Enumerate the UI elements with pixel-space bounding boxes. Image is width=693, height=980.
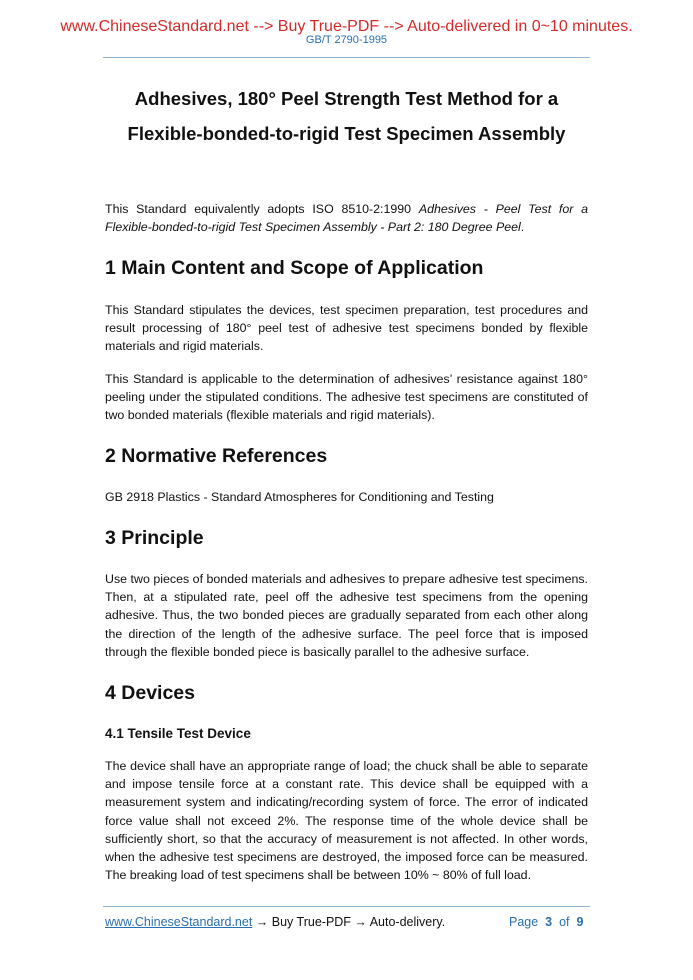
promo-banner: www.ChineseStandard.net --> Buy True-PDF --> Auto-delivered in 0~10 minutes. bbox=[60, 18, 633, 35]
section-4-1-heading: 4.1 Tensile Test Device bbox=[105, 726, 251, 741]
section-3-heading: 3 Principle bbox=[105, 527, 204, 549]
section-2-paragraph: GB 2918 Plastics - Standard Atmospheres for Conditioning and Testing bbox=[105, 490, 494, 504]
section-3-paragraph: Use two pieces of bonded materials and adhesives to prepare adhesive test specimens. Then, at a stipulated rate, peel off the adhesive test specimens from the opening adhesive. Thus, the two bonded pieces are gradually separated from each other along the direction of the length of the adhesive surface. The peel force that is imposed through the flexible bonded piece is basically parallel to the adhesive surface. bbox=[105, 572, 588, 659]
section-2-heading: 2 Normative References bbox=[105, 445, 328, 467]
section-1-paragraph-2: This Standard is applicable to the determination of adhesives’ resistance against 180° peeling under the stipulated conditions. The adhesive test specimens are constituted of two bonded materials (flexible materials and rigid materials). bbox=[105, 372, 588, 423]
footer-divider bbox=[103, 906, 590, 907]
doc-title-line2: Flexible-bonded-to-rigid Test Specimen Assembly bbox=[127, 123, 566, 144]
standard-number: GB/T 2790-1995 bbox=[305, 34, 388, 46]
doc-title-line1: Adhesives, 180° Peel Strength Test Method for a bbox=[134, 88, 559, 109]
footer-text: www.ChineseStandard.net → Buy True-PDF → Auto-delivery. bbox=[105, 915, 446, 929]
page-indicator: Page 3 of 9 bbox=[509, 915, 584, 929]
footer-link[interactable]: www.ChineseStandard.net bbox=[105, 915, 253, 929]
intro-paragraph: This Standard equivalently adopts ISO 8510-2:1990 Adhesives - Peel Test for a Flexible-bonded-to-rigid Test Specimen Assembly - Part 2: 180 Degree Peel. bbox=[105, 202, 588, 235]
section-1-heading: 1 Main Content and Scope of Application bbox=[105, 257, 484, 279]
section-4-heading: 4 Devices bbox=[105, 682, 195, 704]
header-divider bbox=[103, 57, 590, 58]
section-4-1-paragraph: The device shall have an appropriate range of load; the chuck shall be able to separate and impose tensile force at a constant rate. This device shall be equipped with a measurement system and indicating/recording system of force. The error of indicated force value shall not exceed 2%. The response time of the whole device shall be sufficiently short, so that the accuracy of measurement is not affected. In other words, when the adhesive test specimens are destroyed, the imposed force can be measured. The breaking load of test specimens shall be between 10% ~ 80% of full load. bbox=[105, 759, 588, 883]
section-1-paragraph-1: This Standard stipulates the devices, test specimen preparation, test procedures and result processing of 180° peel test of adhesive test specimens bonded by flexible materials and rigid materials. bbox=[105, 303, 588, 354]
